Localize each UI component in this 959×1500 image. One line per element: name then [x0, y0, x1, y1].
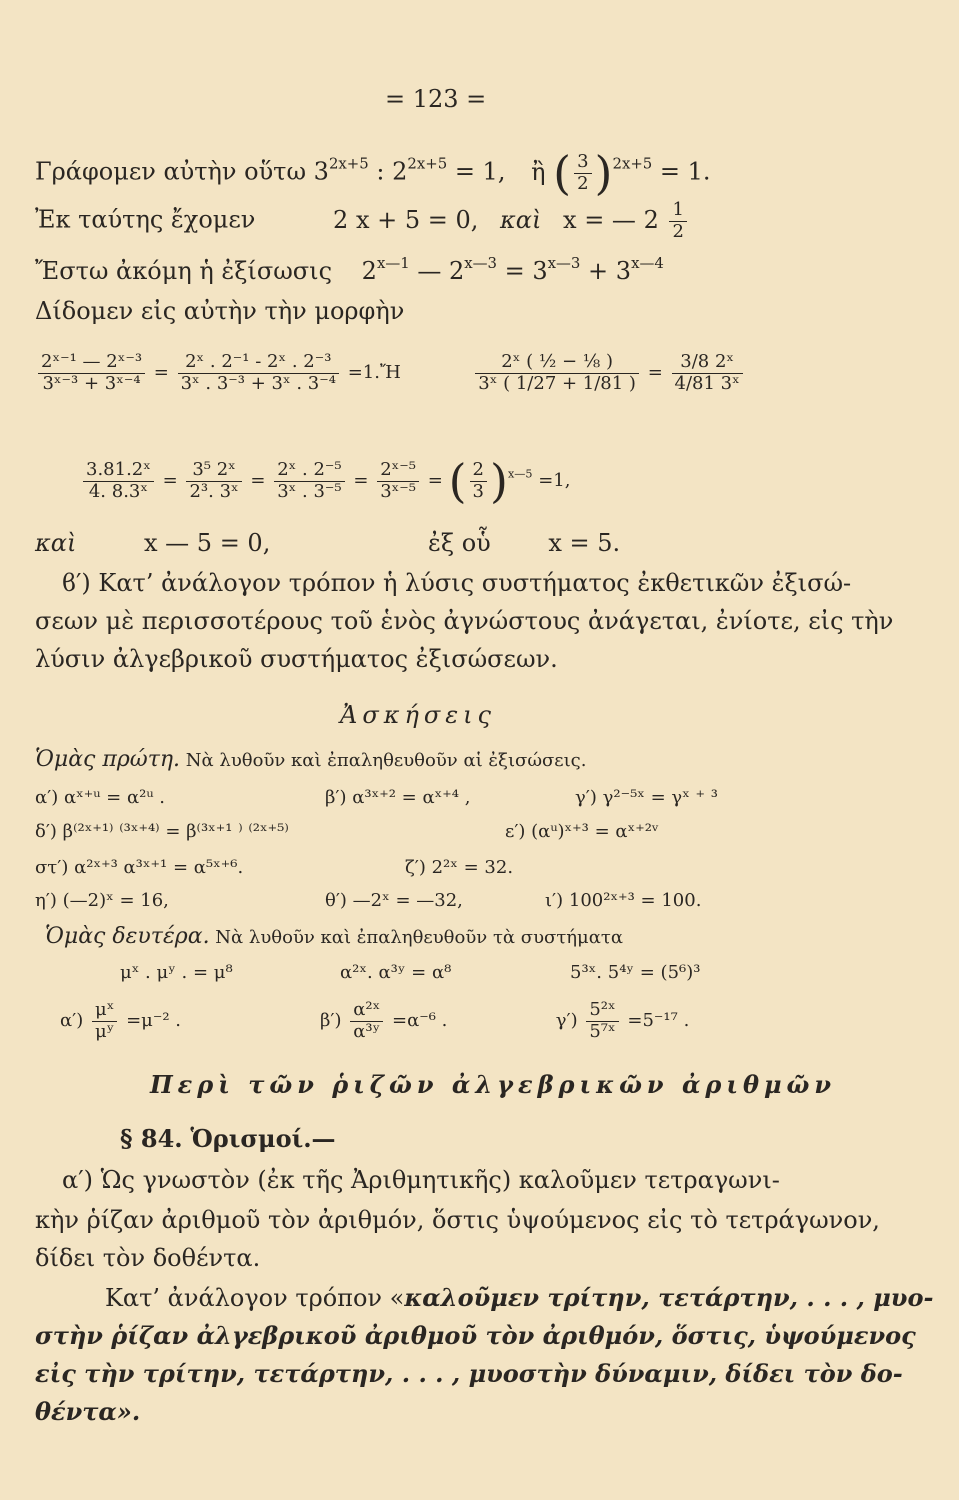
- paragraph-c-line-2: στὴν ῥίζαν ἀλγεβρικοῦ ἀριθμοῦ τὸν ἀριθμόν, ὅστις, ὑψούμενος: [35, 1321, 916, 1350]
- equation-line-6: $\frac{\text{3.81.2ˣ}}{\text{4. 8.3ˣ}}$ = $\frac{\text{3⁵ 2ˣ}}{\text{2³. 3ˣ}}$ = $\frac{\text{2ˣ . 2⁻⁵}}{\text{3ˣ . 3⁻⁵}}$ = $\frac{\text{2ˣ⁻⁵}}{\text{3ˣ⁻⁵}}$ = ( $\frac{2}{3}$ )$^{x—5}$ =1,: [80, 458, 570, 504]
- fraction: $\frac{\text{2ˣ . 2⁻¹ - 2ˣ . 2⁻³}}{\text{3ˣ . 3⁻³ + 3ˣ . 3⁻⁴}}$: [178, 352, 339, 394]
- section-title: Περὶ τῶν ῥιζῶν ἀλγεβρικῶν ἀριθμῶν: [150, 1070, 837, 1099]
- equation-line-2: Ἐκ ταύτης ἔχομεν 2 x + 5 = 0, καὶ x = — 2 $\frac{1}{2}$: [35, 200, 690, 242]
- exercise-row: η′) (—2)ˣ = 16, θ′) —2ˣ = —32, ι′) 100²ˣ⁺³ = 100.: [35, 890, 702, 911]
- group2-header: Ὁμὰς δευτέρα. Νὰ λυθοῦν καὶ ἐπαληθευθοῦν τὰ συστήματα: [45, 924, 624, 949]
- equation-line-4: Δίδομεν εἰς αὐτὴν τὴν μορφὴν: [35, 297, 405, 325]
- exercise-row: α′) αˣ⁺ᵘ = α²ᵘ . β′) α³ˣ⁺² = αˣ⁺⁴ , γ′) γ²⁻⁵ˣ = γˣ ⁺ ³: [35, 787, 718, 808]
- paragraph-c-line-1: Κατ’ ἀνάλογον τρόπον «καλοῦμεν τρίτην, τετάρτην, . . . , μυο-: [105, 1283, 934, 1312]
- fraction: $\frac{\text{5²ˣ}}{\text{5⁷ˣ}}$: [586, 1000, 618, 1042]
- fraction: $\frac{\text{3.81.2ˣ}}{\text{4. 8.3ˣ}}$: [83, 460, 154, 502]
- exercises-heading: Ἀσκήσεις: [340, 701, 496, 729]
- paragraph-a-line-3: δίδει τὸν δοθέντα.: [35, 1244, 261, 1272]
- paragraph-c-line-3: εἰς τὴν τρίτην, τετάρτην, . . . , μυοστὴν δύναμιν, δίδει τὸν δο-: [35, 1359, 903, 1388]
- paragraph-b-line-3: λύσιν ἀλγεβρικοῦ συστήματος ἐξισώσεων.: [35, 645, 558, 673]
- paragraph-b-line-1: ϐ′) Κατ’ ἀνάλογον τρόπον ἡ λύσις συστήματος ἐκθετικῶν ἐξισώ-: [62, 569, 852, 597]
- page-number: = 123 =: [385, 85, 487, 113]
- fraction: $\frac{\text{2ˣ⁻¹ — 2ˣ⁻³}}{\text{3ˣ⁻³ + 3ˣ⁻⁴}}$: [38, 352, 145, 394]
- exercise-row: στ′) α²ˣ⁺³ α³ˣ⁺¹ = α⁵ˣ⁺⁶. ζ′) 2²ˣ = 32.: [35, 857, 514, 878]
- fraction: $\frac{\text{2ˣ ( ½ − ⅛ )}}{\text{3ˣ ( 1/27 + 1/81 )}}$: [475, 352, 639, 394]
- section-heading: § 84. Ὁρισμοί.—: [120, 1124, 336, 1153]
- equation-line-1: Γράφομεν αὐτὴν οὕτω $3^{2x+5}$ : $2^{2x+5} = 1$, ἢ ( $\frac{3}{2}$ )$^{2x+5}$ = 1.: [35, 146, 711, 200]
- fraction: $\frac{\text{2ˣ⁻⁵}}{\text{3ˣ⁻⁵}}$: [377, 460, 419, 502]
- exercise-row: δ′) β⁽²ˣ⁺¹⁾ ⁽³ˣ⁺⁴⁾ = β⁽³ˣ⁺¹ ⁾ ⁽²ˣ⁺⁵⁾ ε′) (αᵘ)ˣ⁺³ = αˣ⁺²ᵛ: [35, 821, 659, 842]
- fraction: $\frac{\text{μˣ}}{\text{μʸ}}$: [92, 1000, 117, 1042]
- group1-header: Ὁμὰς πρώτη. Νὰ λυθοῦν καὶ ἐπαληθευθοῦν αἱ ἐξισώσεις.: [35, 747, 587, 772]
- fraction: $\frac{\text{3⁵ 2ˣ}}{\text{2³. 3ˣ}}$: [186, 460, 241, 502]
- fraction: $\frac{2}{3}$: [470, 460, 487, 502]
- paragraph-a-line-1: α′) Ὡς γνωστὸν (ἐκ τῆς Ἀριθμητικῆς) καλοῦμεν τετραγωνι-: [62, 1166, 780, 1194]
- equation-line-5: $\frac{\text{2ˣ⁻¹ — 2ˣ⁻³}}{\text{3ˣ⁻³ + 3ˣ⁻⁴}}$ = $\frac{\text{2ˣ . 2⁻¹ - 2ˣ . 2⁻³}}{\text{3ˣ . 3⁻³ + 3ˣ . 3⁻⁴}}$ =1.Ἤ $\frac{\text{2ˣ ( ½ − ⅛ )}}{\text{3ˣ ( 1/27 + 1/81 )}}$ = $\frac{\text{3/8 2ˣ}}{\text{4/81 3ˣ}}$: [35, 352, 746, 394]
- fraction: $\frac{\text{2ˣ . 2⁻⁵}}{\text{3ˣ . 3⁻⁵}}$: [274, 460, 344, 502]
- system-bottom-row: α′) $\frac{\text{μˣ}}{\text{μʸ}}$ =μ⁻² . β′) $\frac{\text{α²ˣ}}{\text{α³ʸ}}$ =α⁻⁶ . γ′) $\frac{\text{5²ˣ}}{\text{5⁷ˣ}}$ =5⁻¹⁷ .: [60, 999, 690, 1042]
- paragraph-b-line-2: σεων μὲ περισσοτέρους τοῦ ἑνὸς ἀγνώστους ἀνάγεται, ἐνίοτε, εἰς τὴν: [35, 607, 894, 635]
- equation-line-3: Ἔστω ἀκόμη ἡ ἐξίσωσις $2^{x—1}$ — $2^{x—3} = 3^{x—3} + 3^{x—4}$: [35, 253, 664, 285]
- equation-line-7: καὶ x — 5 = 0, ἐξ οὗ x = 5.: [35, 529, 621, 557]
- system-top-row: μˣ . μʸ . = μ⁸ α²ˣ. α³ʸ = α⁸ 5³ˣ. 5⁴ʸ = (5⁶)³: [120, 962, 701, 983]
- fraction: $\frac{1}{2}$: [669, 200, 686, 242]
- paragraph-a-line-2: κὴν ῥίζαν ἀριθμοῦ τὸν ἀριθμόν, ὅστις ὑψούμενος εἰς τὸ τετράγωνον,: [35, 1206, 880, 1234]
- fraction: $\frac{\text{3/8 2ˣ}}{\text{4/81 3ˣ}}$: [672, 352, 743, 394]
- fraction: $\frac{3}{2}$: [574, 152, 591, 194]
- paragraph-c-line-4: θέντα».: [35, 1397, 141, 1426]
- fraction: $\frac{\text{α²ˣ}}{\text{α³ʸ}}$: [350, 1000, 383, 1042]
